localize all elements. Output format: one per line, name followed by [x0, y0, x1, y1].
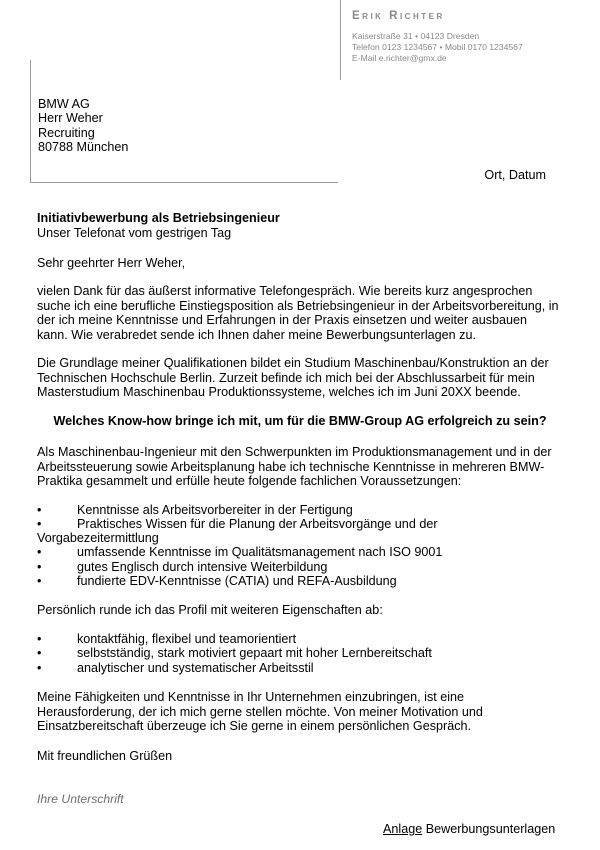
closing-formula: Mit freundlichen Grüßen — [37, 749, 173, 763]
sender-name: Erik Richter — [352, 10, 445, 22]
salutation: Sehr geehrter Herr Weher, — [37, 256, 186, 270]
recipient-company: BMW AG — [38, 97, 90, 111]
bullet: • — [37, 632, 42, 646]
enclosure-text: Bewerbungsunterlagen — [422, 822, 556, 836]
sender-phone: Telefon 0123 1234567 • Mobil 0170 1234567 — [352, 42, 523, 52]
list-item-text: selbstständig, stark motiviert gepaart mit hoher Lernbereitschaft — [77, 646, 432, 660]
list-item-text: kontaktfähig, flexibel und teamorientiert — [77, 632, 297, 646]
list-item-text: Kenntnisse als Arbeitsvorbereiter in der Fertigung — [77, 503, 353, 517]
signature-placeholder: Ihre Unterschrift — [37, 792, 124, 806]
bullet: • — [37, 646, 42, 660]
bullet: • — [37, 517, 42, 531]
bullet: • — [37, 574, 42, 588]
bullet: • — [37, 503, 42, 517]
paragraph-intro: vielen Dank für das äußerst informative Telefongespräch. Wie bereits kurz angesprochen suche ich eine berufliche Einstiegsposition als Betriebsingenieur in der Arbeitsvorbereitung, in der ich meine Kenntnisse und Erfahrungen in der Praxis einsetzen und weiter ausbauen kann. Wie verabredet sende ich Ihnen daher meine Bewerbungsunterlagen zu. — [37, 284, 559, 342]
list-item-text: fundierte EDV-Kenntnisse (CATIA) und REFA-Ausbildung — [77, 574, 397, 588]
subject-title: Initiativbewerbung als Betriebsingenieur — [37, 211, 280, 225]
paragraph-expertise: Als Maschinenbau-Ingenieur mit den Schwerpunkten im Produktionsmanagement und in der Arbeitssteuerung sowie Arbeitsplanung habe ich technische Kenntnisse in mehreren BMW-Praktika gesammelt und erfülle heute folgende fachlichen Voraussetzungen: — [37, 445, 552, 489]
address-window-left-border — [30, 60, 31, 182]
enclosure-line — [383, 822, 555, 836]
bullet: • — [37, 545, 42, 559]
recipient-city: 80788 München — [38, 140, 129, 154]
paragraph-qualifications: Die Grundlage meiner Qualifikationen bildet ein Studium Maschinenbau/Konstruktion an der Technischen Hochschule Berlin. Zurzeit befinde ich mich bei der Abschlussarbeit für mein Masterstudium Maschinenbau Produktionssysteme, welches ich im Juni 20XX beende. — [37, 356, 549, 400]
recipient-department: Recruiting — [38, 126, 95, 140]
list-item-text: analytischer und systematischer Arbeitsstil — [77, 661, 314, 675]
bullet: • — [37, 661, 42, 675]
section-question: Welches Know-how bringe ich mit, um für die BMW-Group AG erfolgreich zu sein? — [53, 414, 547, 428]
date-line: Ort, Datum — [484, 168, 546, 182]
sender-email: E-Mail e.richter@gmx.de — [352, 53, 447, 63]
paragraph-personal: Persönlich runde ich das Profil mit weiteren Eigenschaften ab: — [37, 603, 383, 617]
recipient-person: Herr Weher — [38, 111, 103, 125]
sender-address: Kaiserstraße 31 • 04123 Dresden — [352, 31, 480, 41]
enclosure-label: Anlage — [383, 822, 423, 836]
list-item-text: Vorgabezeitermittlung — [37, 531, 159, 545]
address-window-bottom-border — [30, 182, 338, 183]
list-item-text: gutes Englisch durch intensive Weiterbildung — [77, 560, 328, 574]
bullet: • — [37, 560, 42, 574]
list-item-text: Praktisches Wissen für die Planung der Arbeitsvorgänge und der — [77, 517, 438, 531]
paragraph-closing: Meine Fähigkeiten und Kenntnisse in Ihr Unternehmen einzubringen, ist eine Herausforderung, der ich mich gerne stellen möchte. Von meiner Motivation und Einsatzbereitschaft überzeuge ich Sie gerne in einem persönlichen Gespräch. — [37, 690, 483, 734]
list-item-text: umfassende Kenntnisse im Qualitätsmanagement nach ISO 9001 — [77, 545, 443, 559]
subject-reference: Unser Telefonat vom gestrigen Tag — [37, 226, 232, 240]
sender-divider — [340, 0, 341, 80]
